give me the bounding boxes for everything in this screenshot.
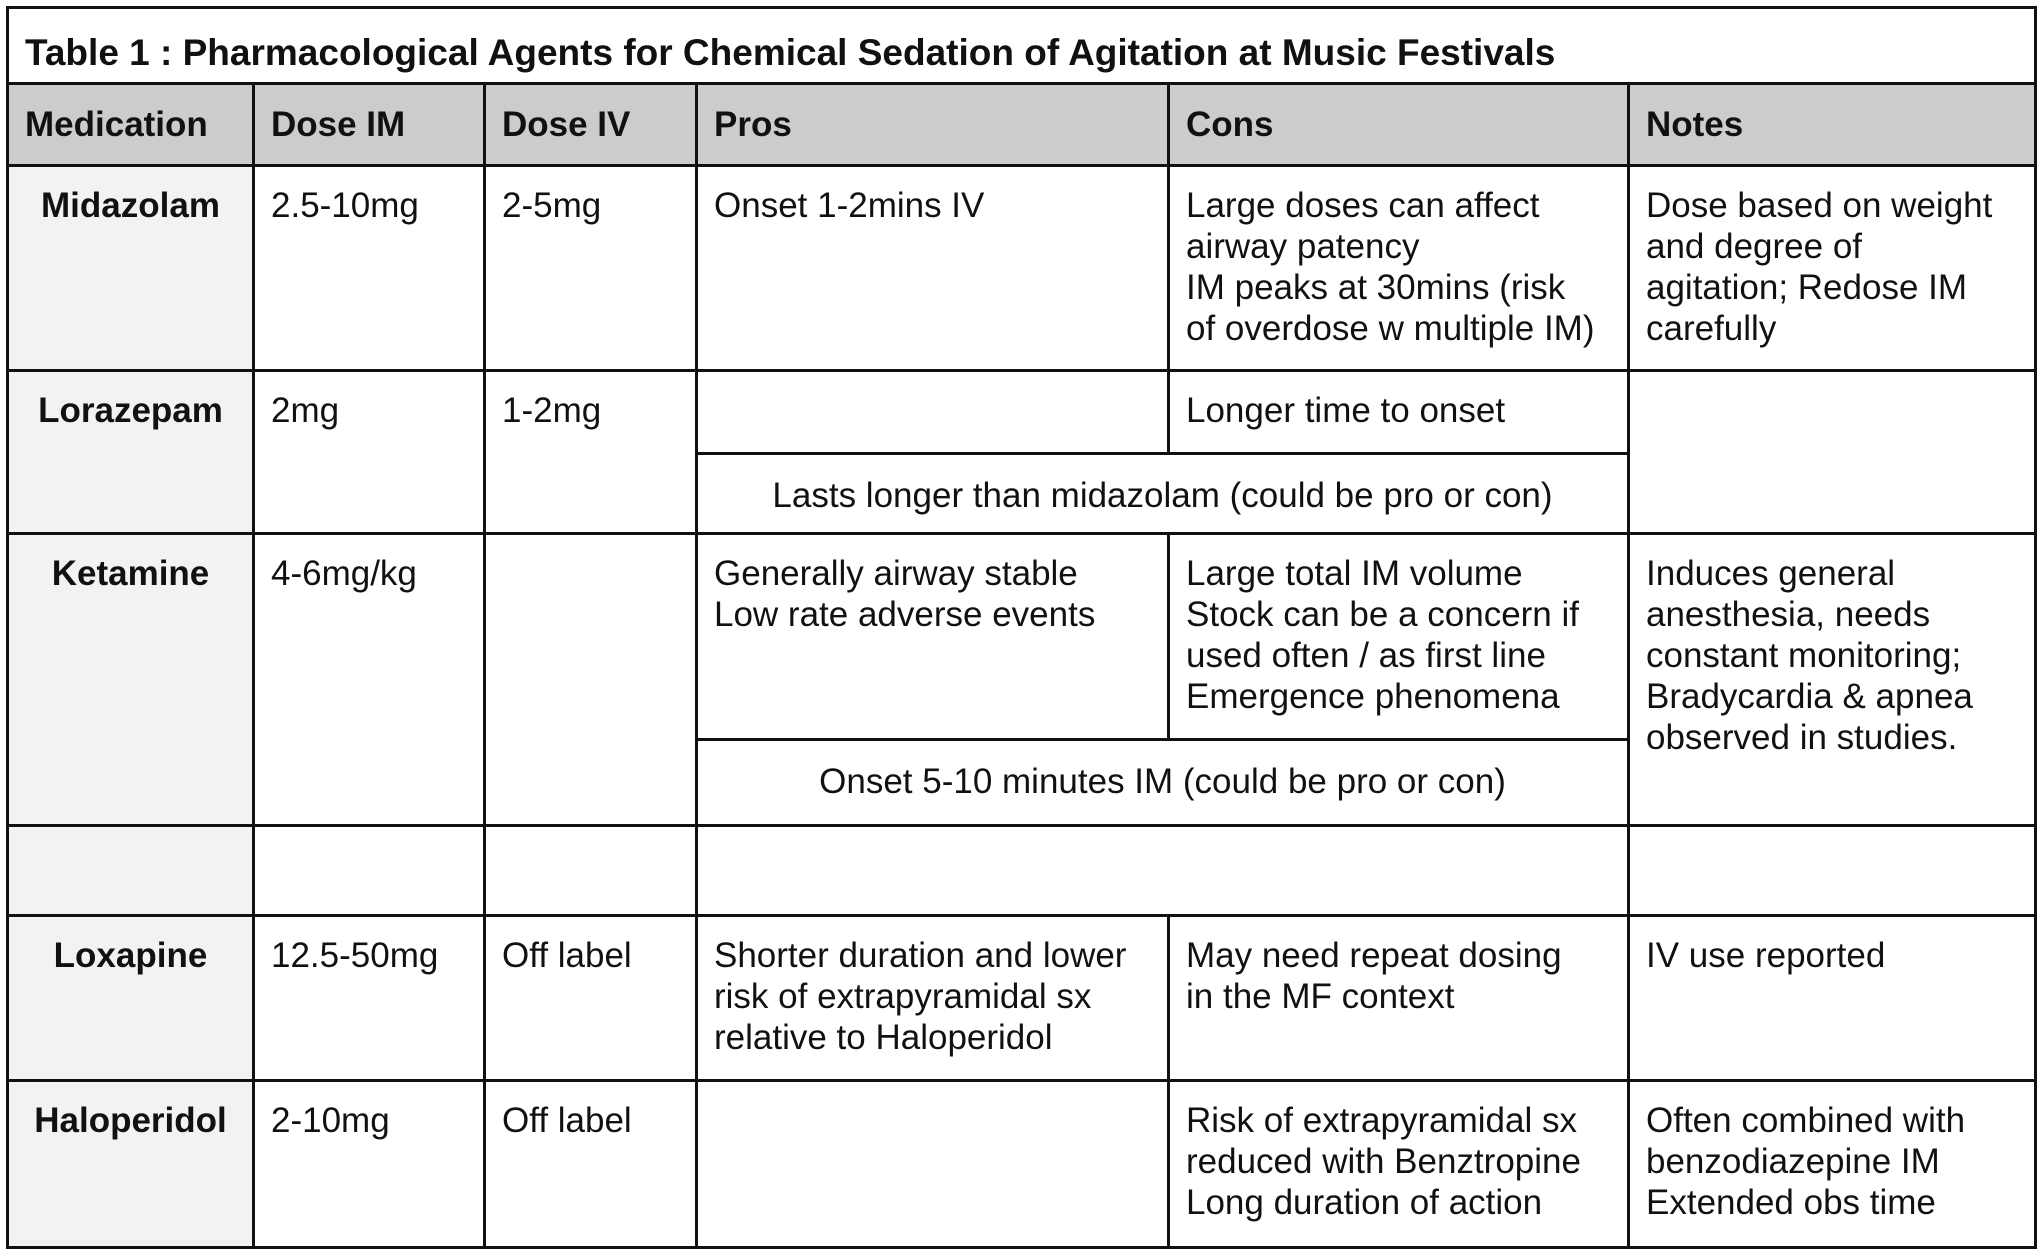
table-title: Table 1 : Pharmacological Agents for Chemical Sedation of Agitation at Music Festivals — [8, 8, 2036, 84]
medication-empty — [8, 826, 254, 916]
notes-line: anesthesia, needs — [1646, 595, 1931, 634]
title-row — [8, 8, 2036, 84]
pros-haloperidol — [697, 1081, 1169, 1248]
cons-line: May need repeat dosing — [1186, 936, 1562, 975]
notes-line: constant monitoring; — [1646, 636, 1962, 675]
cons-line: Long duration of action — [1186, 1183, 1543, 1222]
cons-midazolam — [1169, 166, 1629, 371]
notes-empty — [1629, 826, 2036, 916]
dose-im-loxapine: 12.5-50mg — [254, 916, 485, 1081]
header-row — [8, 84, 2036, 166]
table-row-empty — [8, 826, 2036, 916]
cons-line: Large total IM volume — [1186, 554, 1523, 593]
header-medication: Medication — [8, 84, 254, 166]
shared-pro-con-lorazepam: Lasts longer than midazolam (could be pro or con) — [697, 454, 1629, 534]
pros-loxapine — [697, 916, 1169, 1081]
dose-iv-midazolam: 2-5mg — [485, 166, 697, 371]
pros-midazolam: Onset 1-2mins IV — [697, 166, 1169, 371]
notes-ketamine — [1629, 534, 2036, 826]
dose-iv-empty — [485, 826, 697, 916]
cons-line: Risk of extrapyramidal sx — [1186, 1101, 1577, 1140]
notes-line: and degree of — [1646, 227, 1863, 266]
pros-line: Shorter duration and lower — [714, 936, 1127, 975]
notes-line: Often combined with — [1646, 1101, 1966, 1140]
notes-line: observed in studies. — [1646, 718, 1958, 757]
pros-line: Generally airway stable — [714, 554, 1078, 593]
pros-line: Low rate adverse events — [714, 595, 1096, 634]
cons-line: Stock can be a concern if — [1186, 595, 1579, 634]
cons-line: used often / as first line — [1186, 636, 1546, 675]
table-row-ketamine — [8, 534, 2036, 740]
table-row-midazolam — [8, 166, 2036, 371]
notes-lorazepam — [1629, 371, 2036, 534]
dose-im-haloperidol: 2-10mg — [254, 1081, 485, 1248]
header-cons: Cons — [1169, 84, 1629, 166]
pros-ketamine — [697, 534, 1169, 740]
cons-ketamine — [1169, 534, 1629, 740]
notes-line: Induces general — [1646, 554, 1896, 593]
pharmacological-agents-table — [6, 6, 2037, 1249]
notes-line: benzodiazepine IM — [1646, 1142, 1940, 1181]
notes-line: carefully — [1646, 309, 1777, 348]
dose-iv-ketamine — [485, 534, 697, 826]
medication-loxapine: Loxapine — [8, 916, 254, 1081]
cons-line: airway patency — [1186, 227, 1420, 266]
pros-cons-empty — [697, 826, 1629, 916]
medication-midazolam: Midazolam — [8, 166, 254, 371]
dose-iv-loxapine: Off label — [485, 916, 697, 1081]
cons-line: Emergence phenomena — [1186, 677, 1560, 716]
header-pros: Pros — [697, 84, 1169, 166]
medication-haloperidol: Haloperidol — [8, 1081, 254, 1248]
medication-ketamine: Ketamine — [8, 534, 254, 826]
cons-line: reduced with Benztropine — [1186, 1142, 1581, 1181]
notes-line: Dose based on weight — [1646, 186, 1993, 225]
table-row-loxapine — [8, 916, 2036, 1081]
cons-haloperidol — [1169, 1081, 1629, 1248]
dose-iv-lorazepam: 1-2mg — [485, 371, 697, 534]
notes-haloperidol — [1629, 1081, 2036, 1248]
cons-line: in the MF context — [1186, 977, 1455, 1016]
shared-pro-con-ketamine: Onset 5-10 minutes IM (could be pro or con) — [697, 740, 1629, 826]
dose-im-empty — [254, 826, 485, 916]
notes-midazolam — [1629, 166, 2036, 371]
pros-line: relative to Haloperidol — [714, 1018, 1053, 1057]
cons-loxapine — [1169, 916, 1629, 1081]
header-notes: Notes — [1629, 84, 2036, 166]
cons-line: Large doses can affect — [1186, 186, 1540, 225]
medication-lorazepam: Lorazepam — [8, 371, 254, 534]
notes-line: agitation; Redose IM — [1646, 268, 1968, 307]
notes-line: Bradycardia & apnea — [1646, 677, 1973, 716]
dose-im-lorazepam: 2mg — [254, 371, 485, 534]
pros-line: risk of extrapyramidal sx — [714, 977, 1092, 1016]
dose-iv-haloperidol: Off label — [485, 1081, 697, 1248]
header-dose-iv: Dose IV — [485, 84, 697, 166]
table-row-lorazepam — [8, 371, 2036, 454]
notes-loxapine: IV use reported — [1629, 916, 2036, 1081]
dose-im-midazolam: 2.5-10mg — [254, 166, 485, 371]
notes-line: Extended obs time — [1646, 1183, 1936, 1222]
cons-line: IM peaks at 30mins (risk — [1186, 268, 1566, 307]
dose-im-ketamine: 4-6mg/kg — [254, 534, 485, 826]
cons-lorazepam: Longer time to onset — [1169, 371, 1629, 454]
table-row-haloperidol — [8, 1081, 2036, 1248]
pros-lorazepam — [697, 371, 1169, 454]
cons-line: of overdose w multiple IM) — [1186, 309, 1595, 348]
header-dose-im: Dose IM — [254, 84, 485, 166]
